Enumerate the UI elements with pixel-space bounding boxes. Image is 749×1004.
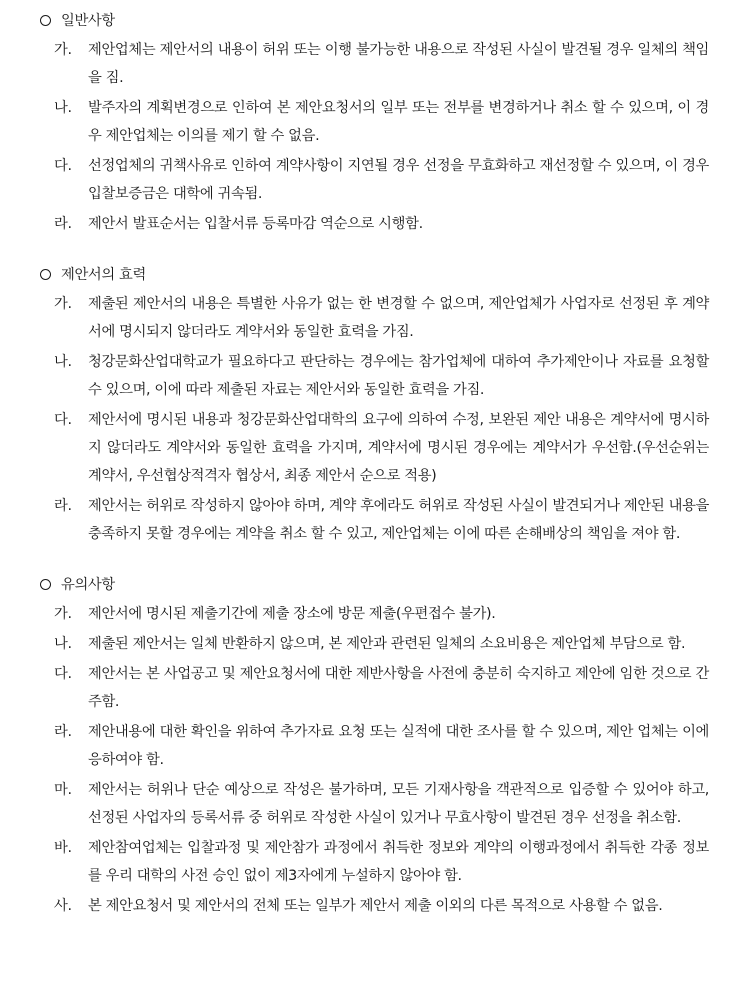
list-item — [40, 348, 721, 404]
section-title: 일반사항 — [61, 13, 115, 29]
item-marker: 나. — [54, 636, 72, 652]
item-marker: 다. — [54, 412, 72, 428]
list-item — [40, 834, 721, 890]
list-item — [40, 406, 721, 490]
item-marker: 나. — [54, 100, 72, 116]
item-marker: 라. — [54, 216, 72, 232]
item-text: 선정업체의 귀책사유로 인하여 계약사항이 지연될 경우 선정을 무효화하고 재선정할 수 있으며, 이 경우 입찰보증금은 대학에 귀속됨. — [88, 158, 709, 202]
section-precautions — [40, 572, 721, 920]
list-item — [40, 492, 721, 548]
section-title: 제안서의 효력 — [61, 267, 146, 283]
item-text: 발주자의 계획변경으로 인하여 본 제안요청서의 일부 또는 전부를 변경하거나 취소 할 수 있으며, 이 경우 제안업체는 이의를 제기 할 수 없음. — [88, 100, 709, 144]
item-marker: 나. — [54, 354, 72, 370]
list-item — [40, 660, 721, 716]
item-marker: 라. — [54, 724, 72, 740]
item-marker: 라. — [54, 498, 72, 514]
list-item — [40, 718, 721, 774]
section-proposal-validity — [40, 262, 721, 548]
item-text: 제안참여업체는 입찰과정 및 제안참가 과정에서 취득한 정보와 계약의 이행과정에서 취득한 각종 정보를 우리 대학의 사전 승인 없이 제3자에게 누설하지 않아야 함. — [88, 840, 709, 884]
item-text: 제출된 제안서는 일체 반환하지 않으며, 본 제안과 관련된 일체의 소요비용은 제안업체 부담으로 함. — [88, 636, 686, 652]
section-general — [40, 8, 721, 238]
section-heading — [40, 8, 721, 32]
list-item — [40, 210, 721, 238]
list-item — [40, 152, 721, 208]
item-text: 제안내용에 대한 확인을 위하여 추가자료 요청 또는 실적에 대한 조사를 할 수 있으며, 제안 업체는 이에 응하여야 함. — [88, 724, 709, 768]
item-marker: 가. — [54, 606, 72, 622]
circle-bullet-icon — [40, 269, 51, 280]
circle-bullet-icon — [40, 15, 51, 26]
item-text: 제안서 발표순서는 입찰서류 등록마감 역순으로 시행함. — [88, 216, 423, 232]
section-heading — [40, 262, 721, 286]
item-text: 제안서는 본 사업공고 및 제안요청서에 대한 제반사항을 사전에 충분히 숙지하고 제안에 임한 것으로 간주함. — [88, 666, 709, 710]
item-marker: 마. — [54, 782, 72, 798]
item-marker: 가. — [54, 42, 72, 58]
item-marker: 다. — [54, 666, 72, 682]
item-text: 제안서는 허위로 작성하지 않아야 하며, 계약 후에라도 허위로 작성된 사실이 발견되거나 제안된 내용을 충족하지 못할 경우에는 계약을 취소 할 수 있고, 제안업체는 이에 따른 손해배상의 책임을 져야 함. — [88, 498, 709, 542]
item-marker: 가. — [54, 296, 72, 312]
section-title: 유의사항 — [61, 577, 115, 593]
list-item — [40, 776, 721, 832]
item-text: 청강문화산업대학교가 필요하다고 판단하는 경우에는 참가업체에 대하여 추가제안이나 자료를 요청할 수 있으며, 이에 따라 제출된 자료는 제안서와 동일한 효력을 가짐. — [88, 354, 709, 398]
section-heading — [40, 572, 721, 596]
list-item — [40, 600, 721, 628]
item-text: 제안업체는 제안서의 내용이 허위 또는 이행 불가능한 내용으로 작성된 사실이 발견될 경우 일체의 책임을 짐. — [88, 42, 709, 86]
list-item — [40, 290, 721, 346]
list-item — [40, 892, 721, 920]
item-text: 제안서는 허위나 단순 예상으로 작성은 불가하며, 모든 기재사항을 객관적으로 입증할 수 있어야 하고, 선정된 사업자의 등록서류 중 허위로 작성한 사실이 있거나 무효사항이 발견된 경우 선정을 취소함. — [88, 782, 709, 826]
circle-bullet-icon — [40, 579, 51, 590]
item-marker: 사. — [54, 898, 72, 914]
list-item — [40, 94, 721, 150]
item-text: 제안서에 명시된 내용과 청강문화산업대학의 요구에 의하여 수정, 보완된 제안 내용은 계약서에 명시하지 않더라도 계약서와 동일한 효력을 가지며, 계약서에 명시된 경우에는 계약서가 우선함.(우선순위는 계약서, 우선협상적격자 협상서, 최종 제안서 순으로 적용) — [88, 412, 709, 484]
item-text: 제안서에 명시된 제출기간에 제출 장소에 방문 제출(우편접수 불가). — [88, 606, 496, 622]
list-item — [40, 36, 721, 92]
item-text: 제출된 제안서의 내용은 특별한 사유가 없는 한 변경할 수 없으며, 제안업체가 사업자로 선정된 후 계약서에 명시되지 않더라도 계약서와 동일한 효력을 가짐. — [88, 296, 709, 340]
item-marker: 바. — [54, 840, 72, 856]
list-item — [40, 630, 721, 658]
item-text: 본 제안요청서 및 제안서의 전체 또는 일부가 제안서 제출 이외의 다른 목적으로 사용할 수 없음. — [88, 898, 663, 914]
item-marker: 다. — [54, 158, 72, 174]
